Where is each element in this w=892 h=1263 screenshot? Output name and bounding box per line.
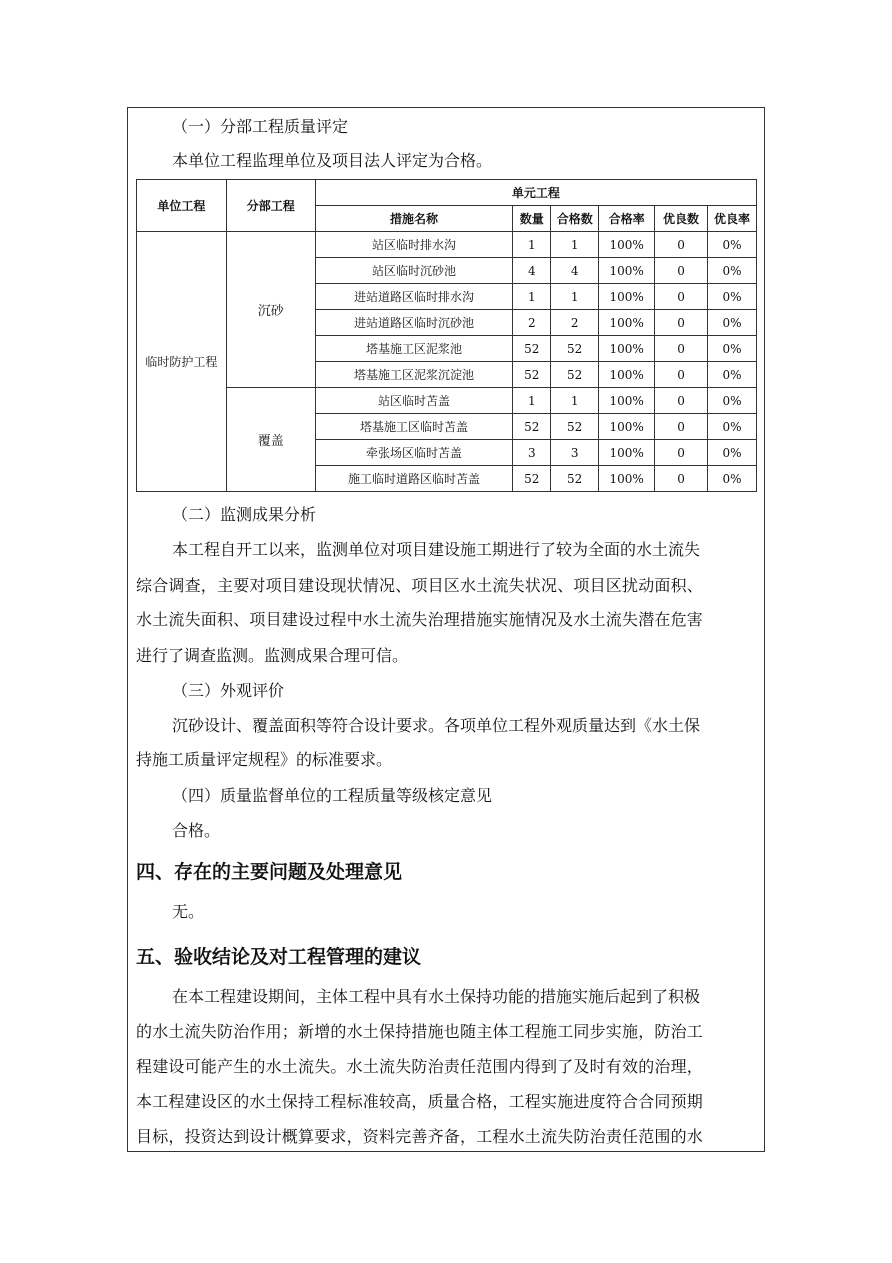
table-row	[137, 388, 757, 414]
count-cell: 52	[513, 414, 551, 440]
heading5-line-2: 的水土流失防治作用；新增的水土保持措施也随主体工程施工同步实施，防治工	[136, 1022, 704, 1041]
measure-cell: 塔基施工区临时苫盖	[315, 414, 513, 440]
excellent-rate-cell: 0%	[708, 466, 757, 492]
section1-text: 本单位工程监理单位及项目法人评定为合格。	[172, 151, 493, 170]
rate-cell: 100%	[599, 414, 655, 440]
qualified-cell: 1	[551, 284, 599, 310]
excellent-rate-cell: 0%	[708, 310, 757, 336]
section3-line-1: 沉砂设计、覆盖面积等符合设计要求。各项单位工程外观质量达到《水土保	[172, 716, 701, 735]
section4-title: （四）质量监督单位的工程质量等级核定意见	[172, 786, 493, 805]
count-cell: 3	[513, 440, 551, 466]
heading5-line-3: 程建设可能产生的水土流失。水土流失防治责任范围内得到了及时有效的治理，	[136, 1057, 704, 1076]
heading5-line-1: 在本工程建设期间，主体工程中具有水土保持功能的措施实施后起到了积极	[172, 987, 701, 1006]
excellent-rate-cell: 0%	[708, 362, 757, 388]
qualified-cell: 2	[551, 310, 599, 336]
excellent-cell: 0	[655, 336, 708, 362]
measure-cell: 站区临时苫盖	[315, 388, 513, 414]
count-cell: 4	[513, 258, 551, 284]
measure-cell: 施工临时道路区临时苫盖	[315, 466, 513, 492]
excellent-rate-cell: 0%	[708, 440, 757, 466]
rate-cell: 100%	[599, 310, 655, 336]
section2-line-1: 本工程自开工以来，监测单位对项目建设施工期进行了较为全面的水土流失	[172, 540, 701, 559]
quality-table	[136, 179, 757, 492]
measure-cell: 进站道路区临时排水沟	[315, 284, 513, 310]
excellent-cell: 0	[655, 414, 708, 440]
excellent-cell: 0	[655, 310, 708, 336]
heading5-line-5: 目标，投资达到设计概算要求，资料完善齐备，工程水土流失防治责任范围的水	[136, 1127, 704, 1146]
table-body	[137, 232, 757, 492]
header-measure: 措施名称	[315, 206, 513, 232]
measure-cell: 站区临时沉砂池	[315, 258, 513, 284]
header-qualified-rate: 合格率	[599, 206, 655, 232]
rate-cell: 100%	[599, 388, 655, 414]
count-cell: 52	[513, 466, 551, 492]
qualified-cell: 1	[551, 232, 599, 258]
header-excellent-rate: 优良率	[708, 206, 757, 232]
header-element-group: 单元工程	[315, 180, 756, 206]
qualified-cell: 52	[551, 466, 599, 492]
section2-line-3: 水土流失面积、项目建设过程中水土流失治理措施实施情况及水土流失潜在危害	[136, 610, 704, 629]
count-cell: 52	[513, 336, 551, 362]
header-qualified: 合格数	[551, 206, 599, 232]
measure-cell: 塔基施工区泥浆池	[315, 336, 513, 362]
excellent-rate-cell: 0%	[708, 232, 757, 258]
rate-cell: 100%	[599, 258, 655, 284]
measure-cell: 牵张场区临时苫盖	[315, 440, 513, 466]
qualified-cell: 52	[551, 362, 599, 388]
count-cell: 52	[513, 362, 551, 388]
heading-4: 四、存在的主要问题及处理意见	[136, 861, 403, 883]
excellent-cell: 0	[655, 466, 708, 492]
excellent-cell: 0	[655, 284, 708, 310]
header-excellent: 优良数	[655, 206, 708, 232]
qualified-cell: 52	[551, 336, 599, 362]
excellent-cell: 0	[655, 258, 708, 284]
rate-cell: 100%	[599, 466, 655, 492]
section3-line-2: 持施工质量评定规程》的标准要求。	[136, 750, 393, 769]
heading5-line-4: 本工程建设区的水土保持工程标准较高，质量合格，工程实施进度符合合同预期	[136, 1092, 704, 1111]
heading4-text: 无。	[172, 902, 205, 921]
excellent-rate-cell: 0%	[708, 414, 757, 440]
sub-project-cell: 沉砂	[226, 232, 315, 388]
section1-title: （一）分部工程质量评定	[172, 117, 349, 136]
excellent-cell: 0	[655, 440, 708, 466]
header-sub-project: 分部工程	[226, 180, 315, 232]
count-cell: 1	[513, 232, 551, 258]
excellent-rate-cell: 0%	[708, 258, 757, 284]
excellent-cell: 0	[655, 362, 708, 388]
measure-cell: 站区临时排水沟	[315, 232, 513, 258]
excellent-rate-cell: 0%	[708, 388, 757, 414]
count-cell: 1	[513, 388, 551, 414]
excellent-rate-cell: 0%	[708, 336, 757, 362]
count-cell: 2	[513, 310, 551, 336]
sub-project-cell: 覆盖	[226, 388, 315, 492]
header-unit-project: 单位工程	[137, 180, 227, 232]
rate-cell: 100%	[599, 284, 655, 310]
measure-cell: 进站道路区临时沉砂池	[315, 310, 513, 336]
excellent-rate-cell: 0%	[708, 284, 757, 310]
rate-cell: 100%	[599, 362, 655, 388]
qualified-cell: 4	[551, 258, 599, 284]
qualified-cell: 3	[551, 440, 599, 466]
measure-cell: 塔基施工区泥浆沉淀池	[315, 362, 513, 388]
rate-cell: 100%	[599, 440, 655, 466]
header-count: 数量	[513, 206, 551, 232]
section2-line-2: 综合调查，主要对项目建设现状情况、项目区水土流失状况、项目区扰动面积、	[136, 576, 704, 595]
qualified-cell: 52	[551, 414, 599, 440]
table-row	[137, 232, 757, 258]
excellent-cell: 0	[655, 232, 708, 258]
section2-title: （二）监测成果分析	[172, 505, 317, 524]
section4-text: 合格。	[172, 821, 221, 840]
excellent-cell: 0	[655, 388, 708, 414]
heading-5: 五、验收结论及对工程管理的建议	[136, 946, 422, 968]
qualified-cell: 1	[551, 388, 599, 414]
count-cell: 1	[513, 284, 551, 310]
rate-cell: 100%	[599, 232, 655, 258]
table-header-row	[137, 180, 757, 206]
unit-name-cell: 临时防护工程	[137, 232, 227, 492]
section2-line-4: 进行了调查监测。监测成果合理可信。	[136, 646, 409, 665]
section3-title: （三）外观评价	[172, 681, 285, 700]
rate-cell: 100%	[599, 336, 655, 362]
